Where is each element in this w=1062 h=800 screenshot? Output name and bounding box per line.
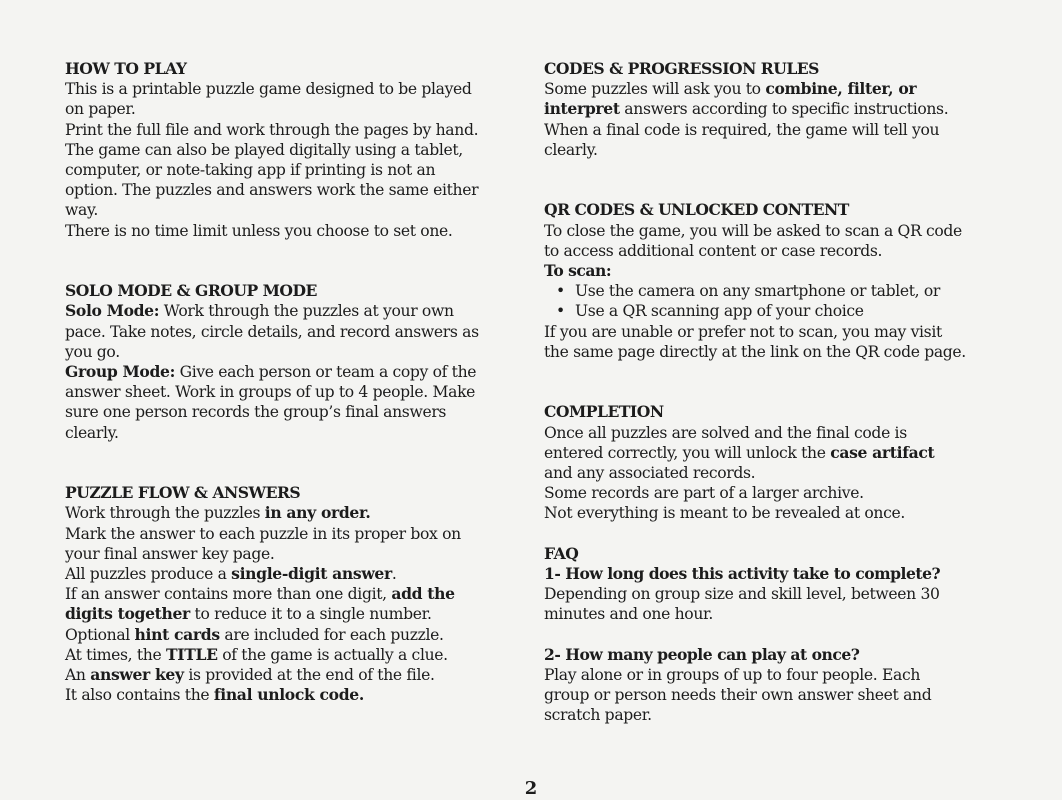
bullet-icon: • [556,282,565,301]
paragraph-text: to reduce it to a single number. [189,605,432,624]
faq-answer-line: Play alone or in groups of up to four people. Each [544,666,921,685]
paragraph-text: Give each person or team a copy of the [175,363,477,382]
paragraph-line: Mark the answer to each puzzle in its proper box on [65,524,461,543]
faq-question: 1- How long does this activity take to complete? [544,564,941,584]
paragraph-line: Not everything is meant to be revealed at once. [544,504,905,523]
puzzle-flow-section [65,483,530,705]
paragraph-text: are included for each puzzle. [219,625,444,644]
list-item-text: Use the camera on any smartphone or tablet, or [575,282,941,301]
paragraph-text: Some puzzles will ask you to [544,80,766,99]
paragraph-text: is provided at the end of the file. [183,666,435,685]
emphasis: combine, filter, or [765,79,917,99]
paragraph-line: option. The puzzles and answers work the same either [65,181,479,200]
faq-answer-line: Depending on group size and skill level, between 30 [544,585,940,604]
list-item [544,301,1014,321]
to-scan-label: To scan: [544,261,612,281]
emphasis: hint cards [134,624,220,644]
paragraph-text: . [391,565,397,584]
section-heading: HOW TO PLAY [65,59,187,78]
paragraph-line: to access additional content or case records. [544,241,883,260]
completion-section [544,402,1014,523]
paragraph-line: sure one person records the group’s final answers [65,403,447,422]
emphasis: case artifact [830,442,935,462]
emphasis: interpret [544,99,620,119]
qr-section [544,200,1014,362]
paragraph-text: If an answer contains more than one digit, [65,585,392,604]
page-number: 2 [524,778,538,799]
left-column [65,59,530,705]
faq-question: 2- How many people can play at once? [544,644,860,664]
solo-mode-label: Solo Mode: [65,301,160,321]
list-item [544,281,1014,301]
paragraph-text: An [65,666,91,685]
paragraph-text: It also contains the [65,686,214,705]
paragraph-text: At times, the [65,645,166,664]
paragraph-text: Work through the puzzles at your own [159,302,454,321]
section-heading: SOLO MODE & GROUP MODE [65,281,317,301]
paragraph-text: Optional [65,625,135,644]
paragraph-line: When a final code is required, the game will tell you [544,120,940,139]
group-mode-label: Group Mode: [65,362,175,382]
paragraph-text: All puzzles produce a [65,565,232,584]
paragraph-line: pace. Take notes, circle details, and record answers as [65,322,479,341]
paragraph-line: clearly. [65,423,119,442]
paragraph-line: the same page directly at the link on the QR code page. [544,342,966,361]
paragraph-line: Some records are part of a larger archive. [544,484,864,503]
paragraph-line: Once all puzzles are solved and the final code is [544,423,907,442]
paragraph-text: entered correctly, you will unlock the [544,443,831,462]
faq-answer-line: scratch paper. [544,706,652,725]
paragraph-line: your final answer key page. [65,544,275,563]
paragraph-line: To close the game, you will be asked to scan a QR code [544,221,962,240]
emphasis: digits together [65,604,190,624]
emphasis: in any order. [264,503,371,523]
paragraph-line: Print the full file and work through the pages by hand. [65,120,479,139]
section-heading: PUZZLE FLOW & ANSWERS [65,483,301,503]
modes-section [65,281,530,443]
emphasis: single-digit answer [231,564,392,584]
how-to-play-section [65,59,530,241]
faq-section [544,544,1014,726]
paragraph-line: There is no time limit unless you choose to set one. [65,221,453,240]
paragraph-line: If you are unable or prefer not to scan, you may visit [544,322,942,341]
emphasis: final unlock code. [213,685,364,705]
section-heading: QR CODES & UNLOCKED CONTENT [544,200,849,220]
paragraph-text: answers according to specific instructions. [619,100,949,119]
paragraph-line: and any associated records. [544,464,756,483]
paragraph-line: clearly. [544,140,598,159]
section-heading: CODES & PROGRESSION RULES [544,59,819,78]
paragraph-line: This is a printable puzzle game designed to be played [65,80,472,99]
paragraph-line: way. [65,201,98,220]
paragraph-line: on paper. [65,100,136,119]
paragraph-line: you go. [65,342,120,361]
paragraph-line: The game can also be played digitally using a tablet, [65,140,463,159]
bullet-icon: • [556,302,565,321]
right-column [544,59,1014,726]
section-heading: FAQ [544,543,579,563]
paragraph-text: Work through the puzzles [65,504,265,523]
codes-section [544,59,1014,160]
emphasis: add the [391,584,455,604]
paragraph-line: computer, or note-taking app if printing is not an [65,161,436,180]
faq-answer-line: group or person needs their own answer sheet and [544,686,932,705]
section-heading: COMPLETION [544,402,664,422]
paragraph-text: of the game is actually a clue. [217,645,448,664]
emphasis: TITLE [166,644,218,664]
list-item-text: Use a QR scanning app of your choice [575,302,864,321]
emphasis: answer key [90,665,184,685]
faq-answer-line: minutes and one hour. [544,605,714,624]
paragraph-line: answer sheet. Work in groups of up to 4 people. Make [65,383,476,402]
